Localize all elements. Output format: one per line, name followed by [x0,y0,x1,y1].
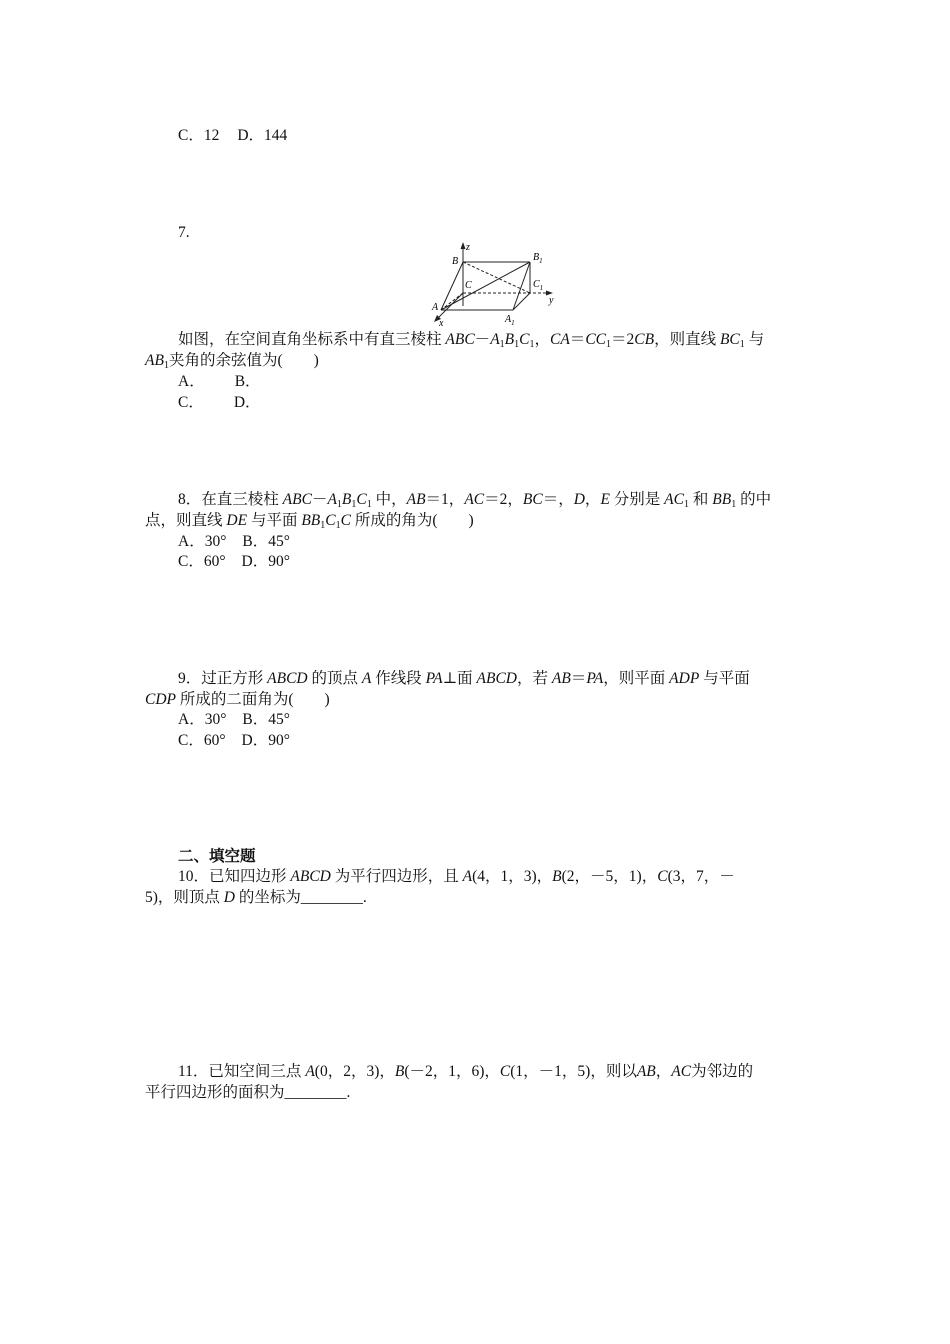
segment-C-A [441,293,463,310]
q7-prism-figure [425,240,560,328]
q10-stem-line1: 10．已知四边形 ABCD 为平行四边形，且 A(4，1，3)，B(2，－5，1)，C(3，7，－ [178,868,735,885]
q7-option-d: D． [233,394,261,411]
q9-options-row2 [178,731,290,751]
q7-options-row1 [178,372,261,392]
q8-stem-line1: 8．在直三棱柱 $ABC-A_1B_1C_1$ 中，AB＝1，AC＝2，BC＝，D，E 分别是 $AC_1$ 和 $BB_1$ 的中 [178,491,772,510]
x-axis [437,293,463,319]
label-B: B [452,256,459,267]
label-z: z [466,242,470,253]
q8-option-c: C．60° [178,553,226,570]
label-x: x [439,318,444,328]
q9-option-b: B．45° [242,711,290,728]
q9-option-a: A．30° [178,711,227,728]
edge-B-A [441,262,463,310]
label-A1: $A_1$ [505,314,515,327]
q7-stem-line2: $AB_1$夹角的余弦值为( ) [145,352,319,371]
q8-options-row2 [178,552,290,572]
q11-stem-line2: 平行四边形的面积为________. [145,1084,351,1101]
q7-option-a: A． [178,373,205,390]
q8-stem-line2: 点，则直线 DE 与平面 $BB_1C_1C$ 所成的角为( ) [145,512,474,531]
q8-option-a: A．30° [178,533,227,550]
segment-A-B1 [441,262,530,310]
q8-option-d: D．90° [241,553,290,570]
segment-B-C1 [463,262,530,293]
z-axis-arrow [461,242,466,249]
q9-option-d: D．90° [241,732,290,749]
section-title-fill-in: 二、填空题 [178,848,256,865]
q11-stem-line1: 11．已知空间三点 A(0，2，3)，B(－2，1，6)，C(1，－1，5)，则以AB，AC为邻边的 [178,1063,754,1080]
q6-option-c: C．12 [178,127,220,144]
q6-options-row [178,126,287,146]
label-B1: $B_1$ [533,252,543,265]
label-A: A [432,302,439,313]
q7-option-b: B． [234,373,261,390]
q7-options-row2 [178,393,261,413]
q8-option-b: B．45° [242,533,290,550]
label-C: C [465,280,472,291]
q7-stem-line1: 如图，在空间直角坐标系中有直三棱柱 $ABC-A_1B_1C_1$，$CA=CC_1=2CB$，则直线 $BC_1$ 与 [178,331,765,350]
q9-stem-line2: CDP 所成的二面角为( ) [145,691,330,708]
q8-options-row1 [178,532,290,552]
q7-number: 7. [178,224,190,241]
label-y: y [549,295,554,306]
q10-stem-line2: 5)，则顶点 D 的坐标为________. [145,889,367,906]
q9-stem-line1: 9．过正方形 ABCD 的顶点 A 作线段 PA⊥面 ABCD，若 AB＝PA，则平面 ADP 与平面 [178,670,750,687]
q6-option-d: D．144 [237,127,288,144]
label-C1: $C_1$ [533,279,544,292]
q9-option-c: C．60° [178,732,226,749]
q9-options-row1 [178,710,290,730]
q7-option-c: C． [178,394,204,411]
